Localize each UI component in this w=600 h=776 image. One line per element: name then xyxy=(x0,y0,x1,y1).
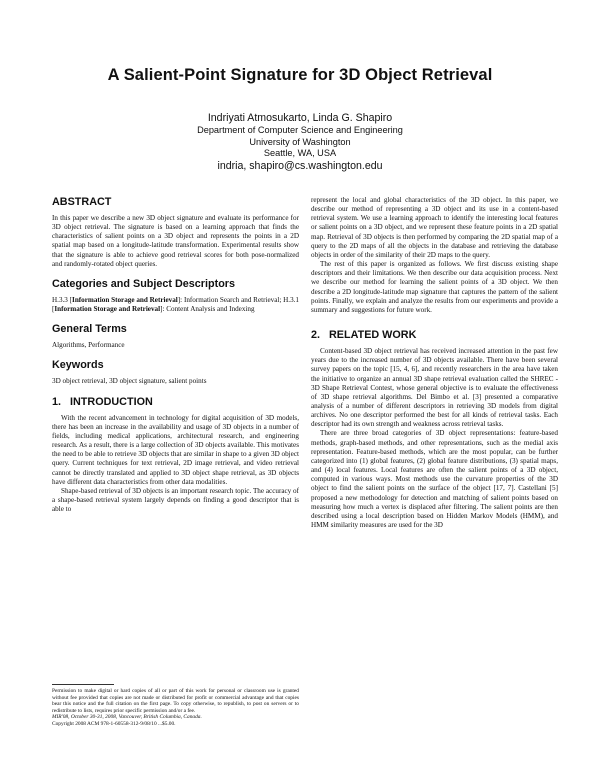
categories-section xyxy=(52,278,299,314)
categories-bold-1: Information Storage and Retrieval xyxy=(72,295,178,304)
copyright-footnote xyxy=(52,688,299,728)
footnote-rule xyxy=(52,684,114,685)
author-location: Seattle, WA, USA xyxy=(263,148,337,158)
categories-rest-1: ]: Information Search and Retrieval; H.3.1 [ xyxy=(52,295,300,314)
introduction-paragraph: Shape-based retrieval of 3D objects is an important research topic. The accuracy of a shape-based retrieval system largely depends on finding a good descriptor that is able to xyxy=(52,486,299,514)
categories-heading: Categories and Subject Descriptors xyxy=(52,277,235,290)
introduction-paragraph: represent the local and global characteristics of the 3D object. In this paper, we describe our method of representing a 3D object and its use in a content-based retrieval system. We use a learning approach to identify the interesting local features or salient points on a 3D object, and we represent these feature points in a 2D spatial map. Retrieval of 3D objects is then performed by comparing the 2D spatial map of a query to the 2D maps of all the objects in the database and retrieving the database objects in order of the similarity of their 2D maps to the query. xyxy=(311,196,558,259)
keywords-heading: Keywords xyxy=(52,359,104,372)
introduction-paragraph: With the recent advancement in technology for digital acquisition of 3D models, there has been an increase in the availability and usage of 3D objects in a number of fields, including medical applications, architectural research, and engineering research. As a result, there is a large collection of 3D objects available. This motivates the need to be able to retrieve 3D objects that are similar in shape to a given 3D object query. Current techniques for text retrieval, 2D image retrieval, and video retrieval cannot be directly translated and applied to 3D object shape retrieval, as 3D objects have different data characteristics from other data modalities. xyxy=(52,413,299,486)
author-email: indria, shapiro@cs.washington.edu xyxy=(217,159,383,172)
introduction-section xyxy=(52,396,299,515)
venue-text xyxy=(52,714,299,721)
author-department: Department of Computer Science and Engineering xyxy=(197,125,403,135)
related-work-heading: 2. RELATED WORK xyxy=(311,329,417,342)
categories-rest-2: ]: Content Analysis and Indexing xyxy=(160,305,255,314)
left-column xyxy=(52,196,299,523)
keywords-text: 3D object retrieval, 3D object signature, salient points xyxy=(52,377,207,386)
introduction-paragraph: The rest of this paper is organized as follows. We first discuss existing shape descriptors and their limitations. We then describe our data acquisition process. Next we describe our method for learning the salient points of a 3D object. We then describe a 2D longitude-latitude map signature that captures the pattern of the salient points. Finally, we explain and analyze the results from our experiments and provide a summary and suggestions for future work. xyxy=(311,260,558,314)
author-university: University of Washington xyxy=(249,136,351,147)
related-work-section xyxy=(311,329,558,530)
keywords-section xyxy=(52,359,299,386)
abstract-text: In this paper we describe a new 3D object signature and evaluate its performance for 3D object retrieval. The signature is based on a learning approach that finds the characteristics of salient points on a 3D object and represents the points in a 2D spatial map based on a longitude-latitude transformation. Experimental results show that the signature is able to achieve good retrieval scores for both pose-normalized and randomly-rotated object queries. xyxy=(52,214,299,268)
categories-text xyxy=(52,296,299,314)
author-names: Indriyati Atmosukarto, Linda G. Shapiro xyxy=(207,112,393,124)
copyright-text: Copyright 2008 ACM 978-1-60558-312-9/08/10 ...$5.00. xyxy=(52,720,176,727)
related-work-paragraph: There are three broad categories of 3D object representations: feature-based methods, graph-based methods, and other representations, such as the medial axis representation. Feature-based methods, which are the most popular, can be further categorized into (1) global features, (2) global feature distributions, (3) spatial maps, and (4) local features. Local features are often the salient points of a 3D object, computed in various ways. Most methods use the curvature properties of the 3D object to find the salient points on the surface of the object [17, 7]. Castellani [5] proposed a new methodology for detection and matching of salient points based on measuring how much a vertex is displaced after filtering. The salient points are then described using a local description based on Hidden Markov Models (HMM), and HMM similarity measures are used for the 3D xyxy=(311,429,558,529)
abstract-section xyxy=(52,196,299,269)
categories-code-1: H.3.3 [ xyxy=(52,295,73,304)
categories-bold-2: Information Storage and Retrieval xyxy=(54,305,161,314)
venue-italic: MIR'08, October 30-31, 2008, Vancouver, British Columbia, Canada. xyxy=(52,714,202,721)
general-terms-section xyxy=(52,323,299,350)
related-work-paragraph: Content-based 3D object retrieval has received increased attention in the past few years due to the increased number of 3D objects available. There have been several survey papers on the topic [15, 4, 6], and recently researchers in the area have taken the initiative to organize an annual 3D shape retrieval evaluation called the SHREC - 3D Shape Retrieval Contest, whose general objective is to evaluate the effectiveness of 3D shape retrieval algorithms. Del Bimbo et al. [3] presented a comparative analysis of a number of different descriptors in retrieving 3D models from digital archives. No one descriptor performed the best for all kinds of retrieval tasks. Each descriptor had its own strength and weakness across retrieval tasks. xyxy=(311,347,558,429)
general-terms-text: Algorithms, Performance xyxy=(52,341,125,350)
introduction-continued xyxy=(311,196,558,315)
general-terms-heading: General Terms xyxy=(52,323,127,336)
paper-title: A Salient-Point Signature for 3D Object Retrieval xyxy=(107,66,493,84)
introduction-heading: 1. INTRODUCTION xyxy=(52,395,153,408)
author-block xyxy=(0,112,600,173)
abstract-heading: ABSTRACT xyxy=(52,196,112,208)
permission-text: Permission to make digital or hard copies of all or part of this work for personal or classroom use is granted without fee provided that copies are not made or distributed for profit or commercial advantage and that copies bear this notice and the full citation on the first page. To copy otherwise, to republish, to post on servers or to redistribute to lists, requires prior specific permission and/or a fee. xyxy=(52,688,299,714)
right-column xyxy=(311,196,558,539)
